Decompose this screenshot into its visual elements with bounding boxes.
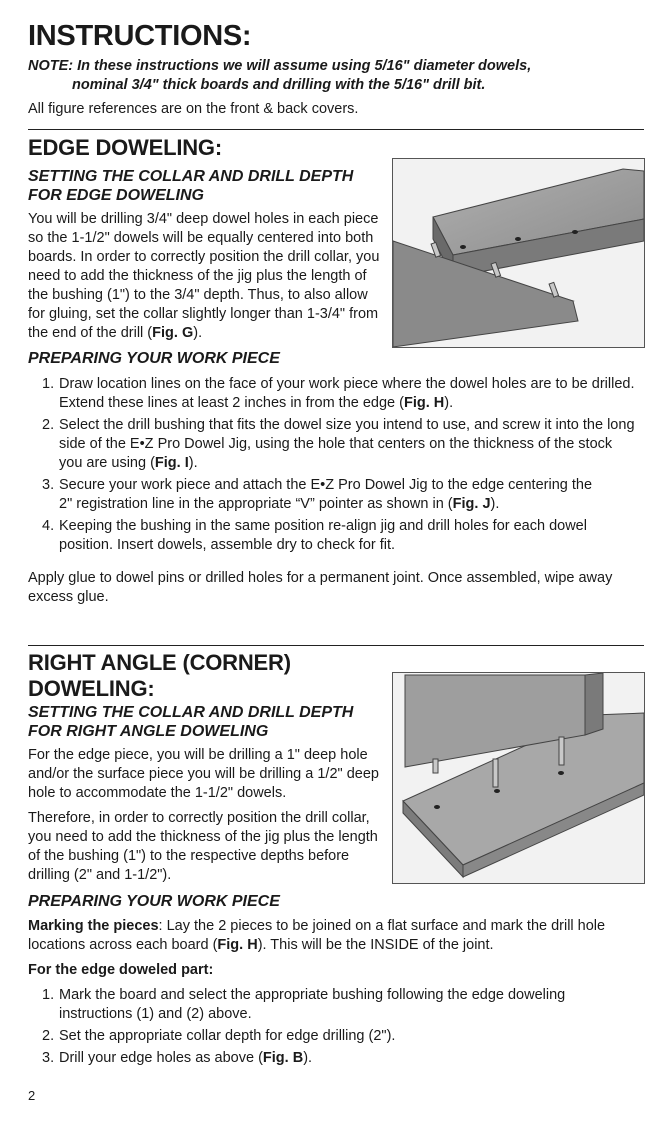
list-item: 1. Mark the board and select the appropriate bushing following the edge doweling instructions (1) and (2) above. xyxy=(42,987,566,1022)
edge-doweling-illustration xyxy=(393,159,644,347)
edge-collar-paragraph: You will be drilling 3/4" deep dowel holes in each piece so the 1-1/2" dowels will be equally centered into both boards. In order to correctly position the drill collar, you need to add the thickness of the jig plus the length of the bushing (1") to the 3/4" depth. Thus, to also allow for gluing, set the collar slightly longer than 1-3/4" from the end of the drill (Fig. G). xyxy=(28,211,380,341)
dowel-hole xyxy=(515,237,521,241)
dowel xyxy=(493,759,498,787)
right-collar-subheading: SETTING THE COLLAR AND DRILL DEPTH FOR RIGHT ANGLE DOWELING xyxy=(28,704,354,740)
right-collar-paragraph-1: For the edge piece, you will be drilling a 1" deep hole and/or the surface piece you will be drilling a 1/2" deep hole to accommodate the 1-1/2" dowels. xyxy=(28,747,379,801)
dowel-hole xyxy=(572,230,578,234)
edge-collar-subheading: SETTING THE COLLAR AND DRILL DEPTH FOR EDGE DOWELING xyxy=(28,168,354,204)
list-item: 1. Draw location lines on the face of your work piece where the dowel holes are to be drilled. Extend these lines at least 2 inches in from the edge (Fig. H). xyxy=(42,376,635,411)
dowel-hole xyxy=(558,771,564,775)
right-angle-figure xyxy=(392,672,645,884)
edge-steps-list xyxy=(28,375,644,555)
edge-doweling-heading: EDGE DOWELING: xyxy=(28,135,222,160)
dowel-hole xyxy=(460,245,466,249)
page-title: INSTRUCTIONS: xyxy=(28,20,252,52)
dowel xyxy=(433,759,438,773)
list-item: 2. Select the drill bushing that fits the dowel size you intend to use, and screw it into the long side of the E•Z Pro Dowel Jig, using the hole that centers on the thickness of the stock you are using (Fig. I). xyxy=(42,417,635,471)
section-divider xyxy=(28,129,644,130)
right-prepare-subheading: PREPARING YOUR WORK PIECE xyxy=(28,893,280,910)
note-line-1: NOTE: In these instructions we will assume using 5/16" diameter dowels, xyxy=(28,58,532,74)
list-item: 3. Drill your edge holes as above (Fig. B). xyxy=(42,1050,313,1066)
dowel-hole xyxy=(494,789,500,793)
right-angle-heading: RIGHT ANGLE (CORNER) DOWELING: xyxy=(28,650,291,701)
right-collar-paragraph-2: Therefore, in order to correctly position the drill collar, you need to add the thickness of the jig plus the length of the bushing (1") to the respective depths before drilling (2" and 1-1/2"). xyxy=(28,810,378,883)
list-item: 2. Set the appropriate collar depth for edge drilling (2"). xyxy=(42,1028,396,1044)
section-divider xyxy=(28,645,644,646)
edge-part-label: For the edge doweled part: xyxy=(28,962,214,978)
marking-paragraph: Marking the pieces: Lay the 2 pieces to be joined on a flat surface and mark the drill hole locations across each board (Fig. H). This will be the INSIDE of the joint. xyxy=(28,918,606,953)
edge-closing-paragraph: Apply glue to dowel pins or drilled holes for a permanent joint. Once assembled, wipe away excess glue. xyxy=(28,570,613,605)
page-number: 2 xyxy=(28,1088,36,1103)
figure-references-text: All figure references are on the front & back covers. xyxy=(28,101,359,117)
dowel-hole xyxy=(434,805,440,809)
right-angle-illustration xyxy=(393,673,644,883)
edge-prepare-subheading: PREPARING YOUR WORK PIECE xyxy=(28,350,280,367)
dowel xyxy=(559,737,564,765)
edge-doweling-figure xyxy=(392,158,645,348)
right-steps-list xyxy=(28,986,644,1068)
list-item: 4. Keeping the bushing in the same position re-align jig and drill holes for each dowel position. Insert dowels, assemble dry to check for fit. xyxy=(42,518,587,553)
list-item: 3. Secure your work piece and attach the E•Z Pro Dowel Jig to the edge centering the 2" registration line in the appropriate “V” pointer as shown in (Fig. J). xyxy=(42,477,593,512)
note-line-2: nominal 3/4" thick boards and drilling with the 5/16" drill bit. xyxy=(72,77,486,93)
